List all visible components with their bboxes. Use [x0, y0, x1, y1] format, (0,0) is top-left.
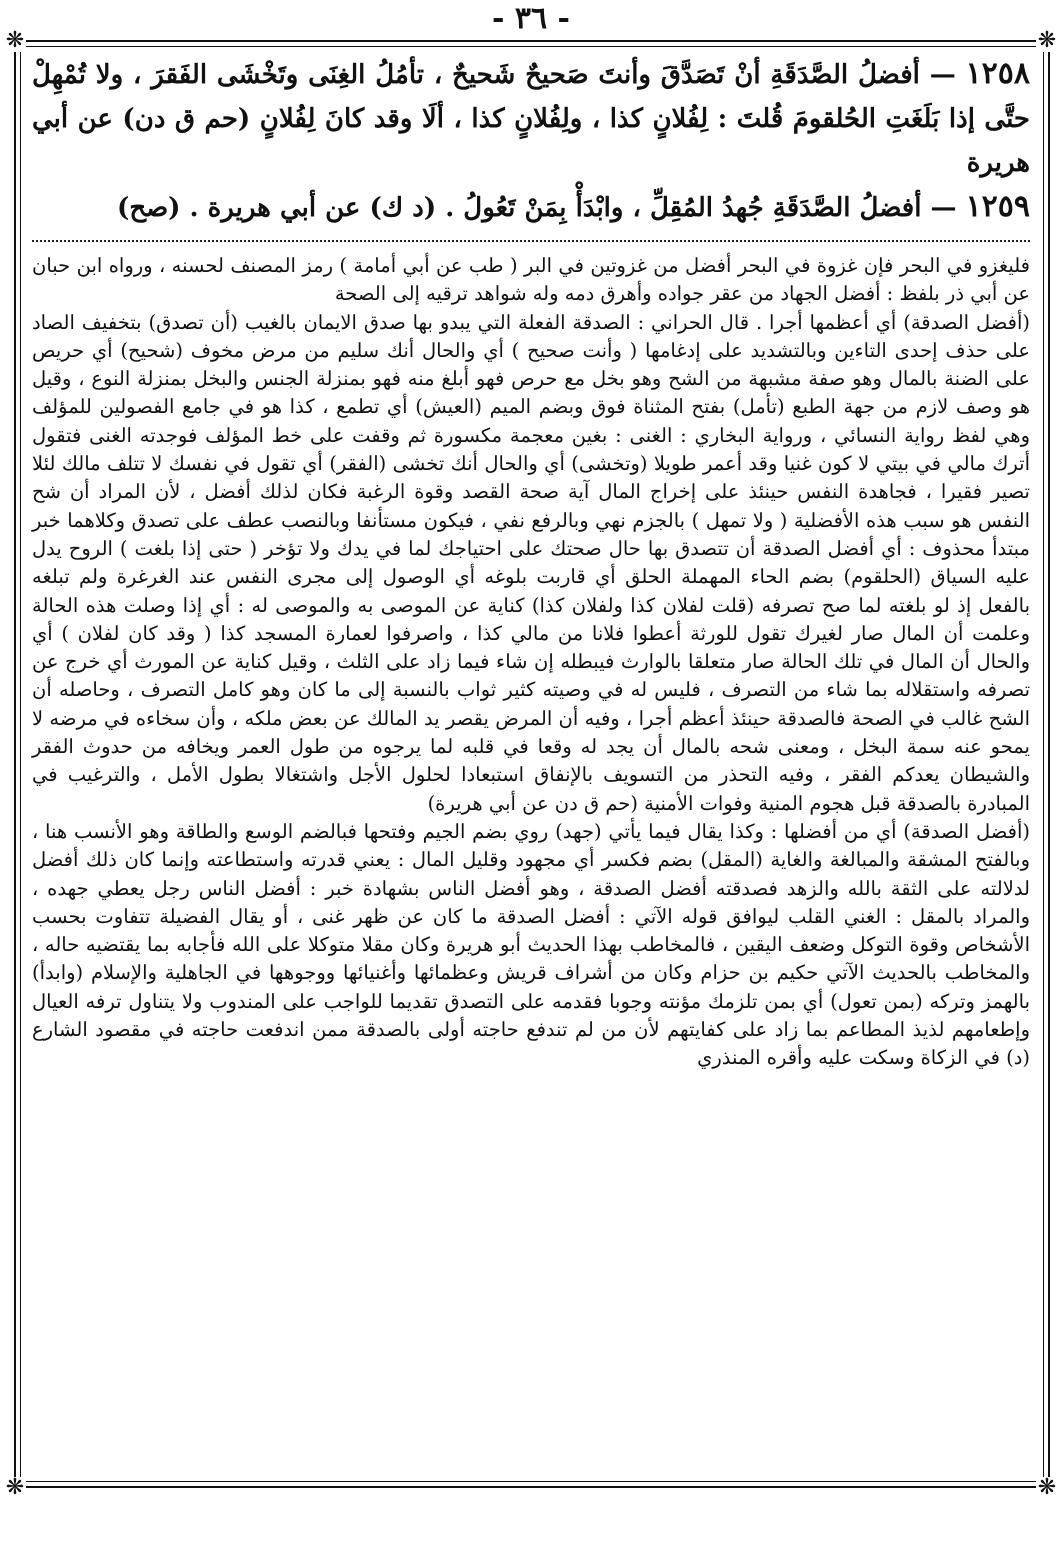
commentary-paragraph: (أفضل الصدقة) أي من أفضلها : وكذا يقال فيما يأتي (جهد) روي بضم الجيم وفتحها فبالضم الوسع والطاقة وهو الأنسب هنا ، وبالفتح المشقة والمبالغة والغاية (المقل) بضم فكسر أي مجهود وقليل المال : يعني قدرته واستطاعته وإنما كان ذلك أفضل لدلالته على الثقة بالله والزهد فصدقته أفضل الصدقة ، وهو أفضل الناس بشهادة خبر : أفضل الناس رجل يعطي جهده ، والمراد بالمقل : الغني القلب ليوافق قوله الآتي : أفضل الصدقة ما كان عن ظهر غنى ، أو يقال الفضيلة تتفاوت بحسب الأشخاص وقوة التوكل وضعف اليقين ، فالمخاطب بهذا الحديث أبو هريرة وكان مقلا متوكلا على الله فأجابه بما يقتضيه حاله ، والمخاطب بالحديث الآتي حكيم بن حزام وكان من أشراف قريش وعظمائها وأغنيائها ووجوهها في الجاهلية والإسلام (وابدأ) بالهمز وتركه (بمن تعول) أي بمن تلزمك مؤنته وجوبا فقدمه على التصدق تقديما للواجب على المندوب ولا يتناول ترفه العيال وإطعامهم لذيذ المطاعم بما زاد على كفايتهم لأن من لم تندفع حاجته أولى بالصدقة ممن اندفعت حاجته في مقصود الشارع (د) في الزكاة وسكت عليه وأقره المنذري — [32, 819, 1030, 1070]
hadith-number: ١٢٥٩ — [965, 189, 1030, 224]
hadith-text: — أفضلُ الصَّدَقَةِ أنْ تَصَدَّقَ وأنتَ صَحيحٌ شَحيحٌ ، تأمُلُ الغِنَى وتَخْشَى الفَقرَ ، ولا تُمْهِلْ حتَّى إذا بَلَغَتِ الحُلقومَ قُلتَ : لِفُلانٍ كذا ، ولِفُلانٍ كذا ، ألَا وقد كانَ لِفُلانٍ (حم ق دن) عن أبي هريرة — [32, 60, 1030, 178]
hadith-1258 — [32, 52, 1030, 185]
hadith-text: — أفضلُ الصَّدَقَةِ جُهدُ المُقِلِّ ، وابْدَأْ بِمَنْ تَعُولُ . (د ك) عن أبي هريرة . (صح) — [117, 193, 957, 223]
hadith-1259 — [32, 185, 1030, 230]
floral-corner-icon: ❋ — [1037, 28, 1057, 53]
hadith-number: ١٢٥٨ — [965, 56, 1030, 91]
section-divider — [32, 240, 1030, 242]
floral-corner-icon: ❋ — [5, 28, 25, 53]
commentary-paragraph: (أفضل الصدقة) أي أعظمها أجرا . قال الحراني : الصدقة الفعلة التي يبدو بها صدق الايمان بالغيب (أن تصدق) بتخفيف الصاد على حذف إحدى التاءين وبالتشديد على إدغامها ( وأنت صحيح ) أي والحال أنك سليم من مرض مخوف (شحيح) أي حريص على الضنة بالمال وهو صفة مشبهة من الشح وهو بخل مع حرص فهو أبلغ منه فهو بمنزلة الجنس والبخل بمنزلة النوع ، وقيل هو وصف لازم من جهة الطبع (تأمل) بفتح المثناة فوق وبضم الميم (العيش) أي تطمع ، كذا هو في جامع الفصولين للمؤلف وهي لفظ رواية النسائي ، ورواية البخاري : الغنى : بغين معجمة مكسورة ثم وقفت على خط المؤلف فوجدته الغنى فتقول أترك مالي في بيتي لا كون غنيا وقد أعمر طويلا (وتخشى) أي والحال أنك تخشى (الفقر) أي تقول في نفسك لا تتلف مالك لئلا تصير فقيرا ، فجاهدة النفس حينئذ على إخراج المال آية صحة القصد وقوة الرغبة فكان لذلك أفضل ، لأن المراد أن شح النفس هو سبب هذه الأفضلية ( ولا تمهل ) بالجزم نهي وبالرفع نفي ، فيكون مستأنفا وبالنصب عطف على تصدق وكلاهما خبر مبتدأ محذوف : أي أفضل الصدقة أن تتصدق بها حال صحتك على احتياجك لما في يدك ولا تؤخر ( حتى إذا بلغت ) الروح يدل عليه السياق (الحلقوم) بضم الحاء المهملة الحلق أي قاربت بلوغه أي الوصول إلى مجرى النفس عند الغرغرة ولم تبلغه بالفعل إذ لو بلغته لما صح تصرفه (قلت لفلان كذا ولفلان كذا) كناية عن الموصى به والموصى له : أي إذا وصلت هذه الحالة وعلمت أن المال صار لغيرك تقول للورثة أعطوا فلانا من مالي كذا ، واصرفوا لعمارة المسجد كذا ( وقد كان لفلان ) أي والحال أن المال في تلك الحالة صار متعلقا بالوارث فيبطله إن شاء فيما زاد على الثلث ، وقيل كناية عن المورث أي خرج عن تصرفه واستقلاله بما شاء من التصرف ، فليس له في وصيته كثير ثواب بالنسبة إلى ما كان وهو كامل التصرف ، وحاصله أن الشح غالب في الصحة فالصدقة حينئذ أعظم أجرا ، وفيه أن المرض يقصر يد المالك عن بعض ملكه ، وأن سخاءه في مرضه لا يمحو عنه سمة البخل ، ومعنى شحه بالمال أن يجد له وقعا في قلبه لما يرجوه من طول العمر ويخافه من حدوث الفقر والشيطان يعدكم الفقر ، وفيه التحذر من التسويف بالإنفاق استبعادا لحلول الأجل واشتغالا بطول الأمل ، والترغيب في المبادرة بالصدقة قبل هجوم المنية وفوات الأمنية (حم ق دن عن أبي هريرة) — [32, 310, 1030, 815]
floral-corner-icon: ❋ — [1037, 1475, 1057, 1500]
floral-corner-icon: ❋ — [5, 1475, 25, 1500]
commentary — [32, 252, 1030, 1073]
page-content — [32, 52, 1030, 1073]
page-number: - ٣٦ - — [491, 1, 571, 36]
commentary-paragraph: فليغزو في البحر فإن غزوة في البحر أفضل من غزوتين في البر ( طب عن أبي أمامة ) رمز المصنف لحسنه ، ورواه ابن حبان عن أبي ذر بلفظ : أفضل الجهاد من عقر جواده وأهرق دمه وله شواهد ترقيه إلى الصحة — [32, 254, 1030, 306]
